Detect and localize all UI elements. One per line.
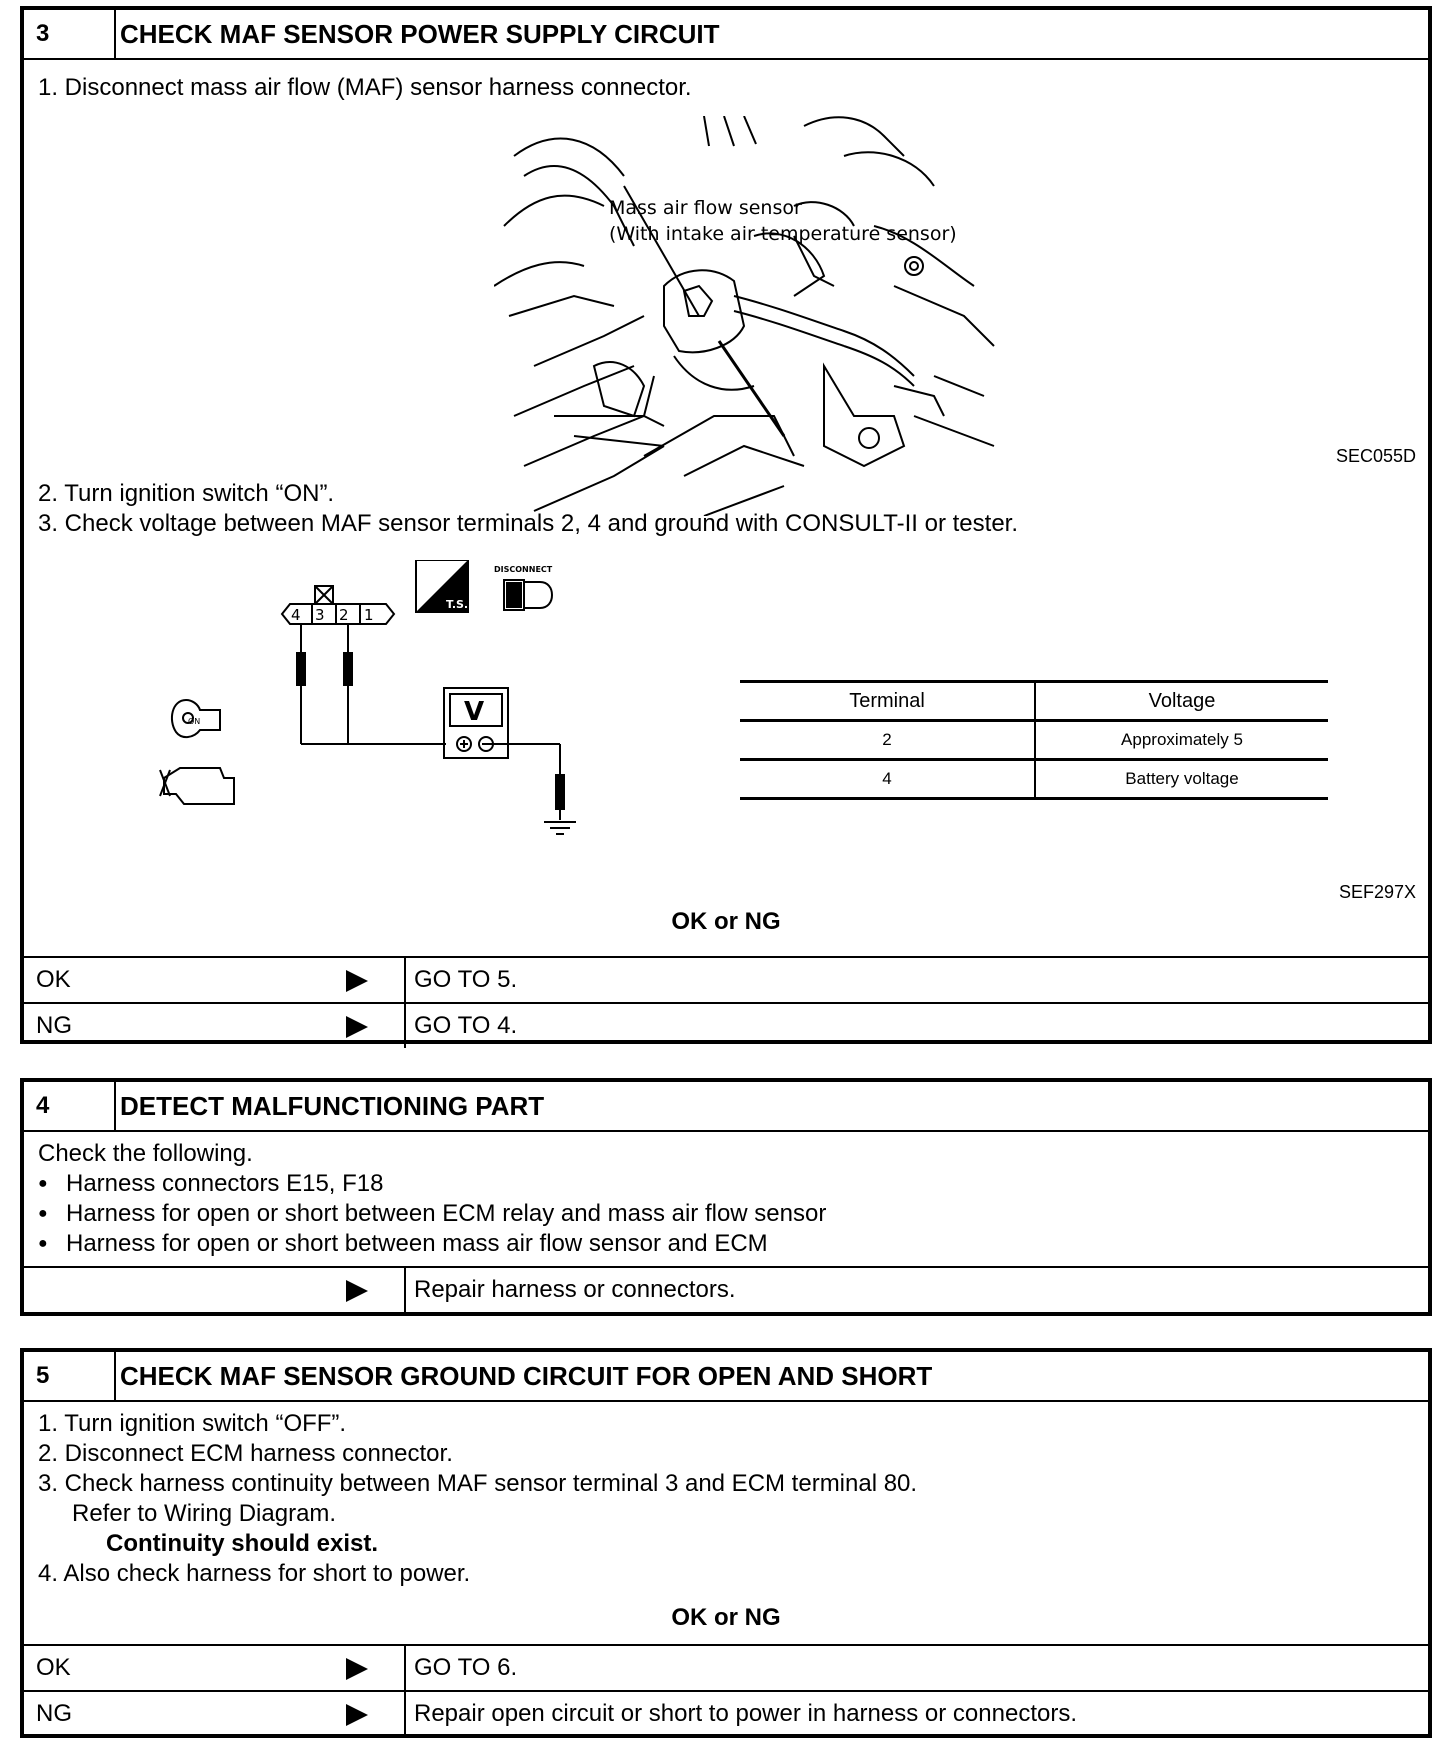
result-label: OK bbox=[36, 1654, 71, 1681]
step-4-block bbox=[20, 1078, 1432, 1316]
result-label: NG bbox=[36, 1012, 72, 1039]
table-cell-voltage: Battery voltage bbox=[1035, 760, 1328, 799]
result-label: OK bbox=[36, 966, 71, 993]
bullet-icon: ● bbox=[38, 1235, 48, 1252]
result-action: GO TO 6. bbox=[404, 1646, 517, 1690]
step-3-header bbox=[24, 10, 1428, 60]
probe-plugs bbox=[296, 652, 565, 810]
voltage-check-diagram bbox=[124, 560, 644, 850]
arrow-right-icon bbox=[346, 1658, 368, 1680]
diagram-code-sef297x: SEF297X bbox=[1338, 882, 1416, 902]
step-4-header bbox=[24, 1082, 1428, 1132]
arrow-right-icon bbox=[346, 1280, 368, 1302]
ts-icon-label: T.S. bbox=[446, 598, 469, 611]
step-5-header bbox=[24, 1352, 1428, 1402]
connector-pin-3: 3 bbox=[315, 606, 325, 624]
maf-sensor-location-illustration bbox=[494, 116, 1004, 516]
arrow-right-icon bbox=[346, 1016, 368, 1038]
step-5-instruction-4: 4. Also check harness for short to power. bbox=[38, 1560, 471, 1587]
connector-pin-4: 4 bbox=[291, 606, 301, 624]
connector-pin-2: 2 bbox=[339, 606, 349, 624]
arrow-right-icon bbox=[346, 1704, 368, 1726]
connector-pin-1: 1 bbox=[364, 606, 374, 624]
table-cell-voltage: Approximately 5 bbox=[1035, 721, 1328, 760]
step-3-instruction-1: 1. Disconnect mass air flow (MAF) sensor harness connector. bbox=[38, 74, 692, 101]
result-action: GO TO 5. bbox=[404, 958, 517, 1002]
result-row-ng bbox=[24, 1692, 1428, 1736]
bullet-icon: ● bbox=[38, 1205, 48, 1222]
step-5-instruction-3-continued: Refer to Wiring Diagram. bbox=[72, 1500, 337, 1527]
bullet-icon: ● bbox=[38, 1175, 48, 1192]
step-4-intro: Check the following. bbox=[38, 1140, 253, 1167]
disconnect-icon-label: DISCONNECT bbox=[494, 565, 553, 574]
result-action: GO TO 4. bbox=[404, 1004, 517, 1048]
result-row-ng bbox=[24, 1004, 1428, 1048]
ignition-key-label: ON bbox=[188, 717, 201, 726]
table-cell-terminal: 4 bbox=[740, 760, 1035, 799]
step-5-number: 5 bbox=[24, 1352, 116, 1400]
step-5-title: CHECK MAF SENSOR GROUND CIRCUIT FOR OPEN AND SHORT bbox=[120, 1361, 933, 1391]
table-cell-terminal: 2 bbox=[740, 721, 1035, 760]
illustration-label-line-2: (With intake air temperature sensor) bbox=[609, 223, 957, 245]
list-item: Harness for open or short between mass air flow sensor and ECM bbox=[66, 1230, 768, 1257]
step-5-block bbox=[20, 1348, 1432, 1738]
terminal-voltage-table bbox=[740, 680, 1328, 800]
step-4-title: DETECT MALFUNCTIONING PART bbox=[120, 1091, 545, 1121]
table-row bbox=[740, 760, 1328, 799]
table-header-voltage: Voltage bbox=[1035, 682, 1328, 721]
step-5-instruction-3: 3. Check harness continuity between MAF sensor terminal 3 and ECM terminal 80. bbox=[38, 1470, 918, 1497]
result-label: NG bbox=[36, 1700, 72, 1727]
step-3-title: CHECK MAF SENSOR POWER SUPPLY CIRCUIT bbox=[120, 19, 720, 49]
result-row-ok bbox=[24, 958, 1428, 1004]
step-3-block bbox=[20, 6, 1432, 1044]
ok-or-ng-label: OK or NG bbox=[671, 908, 781, 935]
result-action: Repair open circuit or short to power in harness or connectors. bbox=[404, 1692, 1077, 1736]
step-3-instruction-2: 2. Turn ignition switch “ON”. bbox=[38, 480, 335, 507]
result-row-ok bbox=[24, 1646, 1428, 1692]
step-3-instruction-3: 3. Check voltage between MAF sensor terminals 2, 4 and ground with CONSULT-II or tester. bbox=[38, 510, 1019, 537]
step-5-instruction-1: 1. Turn ignition switch “OFF”. bbox=[38, 1410, 347, 1437]
step-3-number: 3 bbox=[24, 10, 116, 58]
step-5-instruction-2: 2. Disconnect ECM harness connector. bbox=[38, 1440, 453, 1467]
step-5-body bbox=[24, 1402, 1428, 1646]
result-action: Repair harness or connectors. bbox=[404, 1268, 736, 1312]
list-item: Harness connectors E15, F18 bbox=[66, 1170, 384, 1197]
voltmeter-symbol: V bbox=[464, 697, 485, 727]
table-header-terminal: Terminal bbox=[740, 682, 1035, 721]
result-row bbox=[24, 1268, 1428, 1312]
illustration-code-sec055d: SEC055D bbox=[1335, 446, 1416, 466]
step-3-body bbox=[24, 60, 1428, 958]
arrow-right-icon bbox=[346, 970, 368, 992]
illustration-label-line-1: Mass air flow sensor bbox=[609, 197, 802, 219]
table-row bbox=[740, 721, 1328, 760]
list-item: Harness for open or short between ECM relay and mass air flow sensor bbox=[66, 1200, 827, 1227]
step-4-body bbox=[24, 1132, 1428, 1268]
ok-or-ng-label: OK or NG bbox=[671, 1604, 781, 1631]
step-4-number: 4 bbox=[24, 1082, 116, 1130]
continuity-spec: Continuity should exist. bbox=[106, 1530, 379, 1557]
